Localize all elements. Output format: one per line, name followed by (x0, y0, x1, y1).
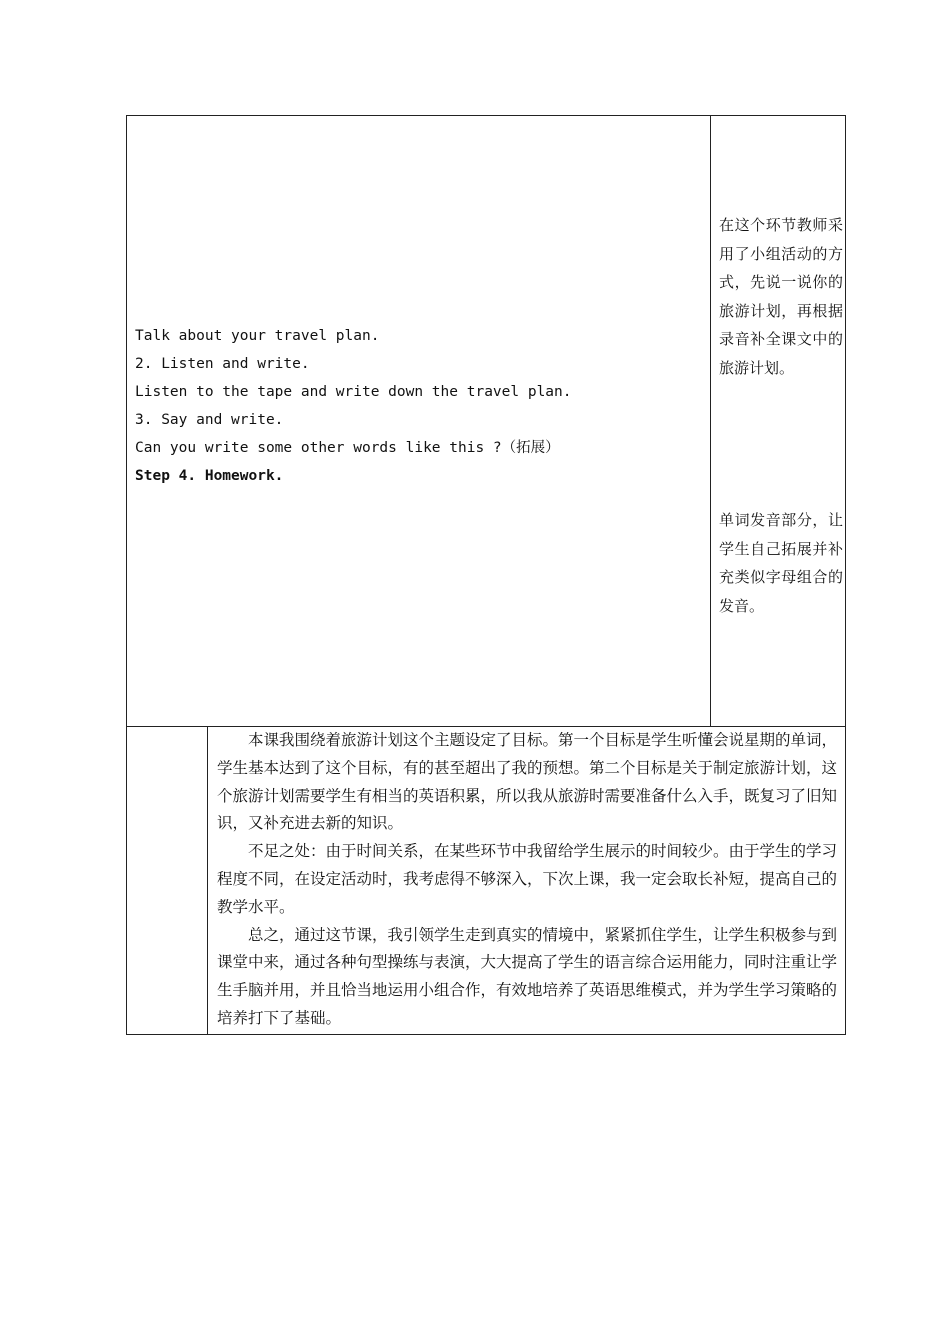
design-note-group-activity: 在这个环节教师采用了小组活动的方式，先说一说你的旅游计划，再根据录音补全课文中的旅游计划。 (719, 216, 843, 377)
step-line: Talk about your travel plan. (135, 328, 380, 344)
reflection-table (126, 726, 846, 1035)
reflection-cell (217, 727, 837, 1033)
reflection-paragraph: 总之，通过这节课，我引领学生走到真实的情境中，紧紧抓住学生，让学生积极参与到课堂中来，通过各种句型操练与表演，大大提高了学生的语言综合运用能力，同时注重让学生手脑并用，并且恰当地运用小组合作，有效地培养了英语思维模式，并为学生学习策略的培养打下了基础。 (217, 925, 838, 1027)
reflection-paragraph: 不足之处：由于时间关系，在某些环节中我留给学生展示的时间较少。由于学生的学习程度不同，在设定活动时，我考虑得不够深入，下次上课，我一定会取长补短，提高自己的教学水平。 (217, 842, 838, 916)
step-line: 3. Say and write. (135, 412, 284, 428)
homework-heading: Step 4. Homework. (135, 468, 284, 484)
step-line: Can you write some other words like this ?（拓展） (135, 440, 560, 456)
step-line: 2. Listen and write. (135, 356, 310, 372)
lesson-steps-cell (135, 322, 705, 490)
column-divider (710, 116, 711, 726)
column-divider (207, 727, 208, 1034)
lesson-table (126, 115, 846, 727)
design-note-pronunciation: 单词发音部分，让学生自己拓展并补充类似字母组合的发音。 (719, 511, 843, 615)
reflection-paragraph: 本课我围绕着旅游计划这个主题设定了目标。第一个目标是学生听懂会说星期的单词，学生基本达到了这个目标，有的甚至超出了我的预想。第二个目标是关于制定旅游计划，这个旅游计划需要学生有相当的英语积累，所以我从旅游时需要准备什么入手，既复习了旧知识，又补充进去新的知识。 (217, 731, 838, 833)
step-line: Listen to the tape and write down the travel plan. (135, 384, 572, 400)
